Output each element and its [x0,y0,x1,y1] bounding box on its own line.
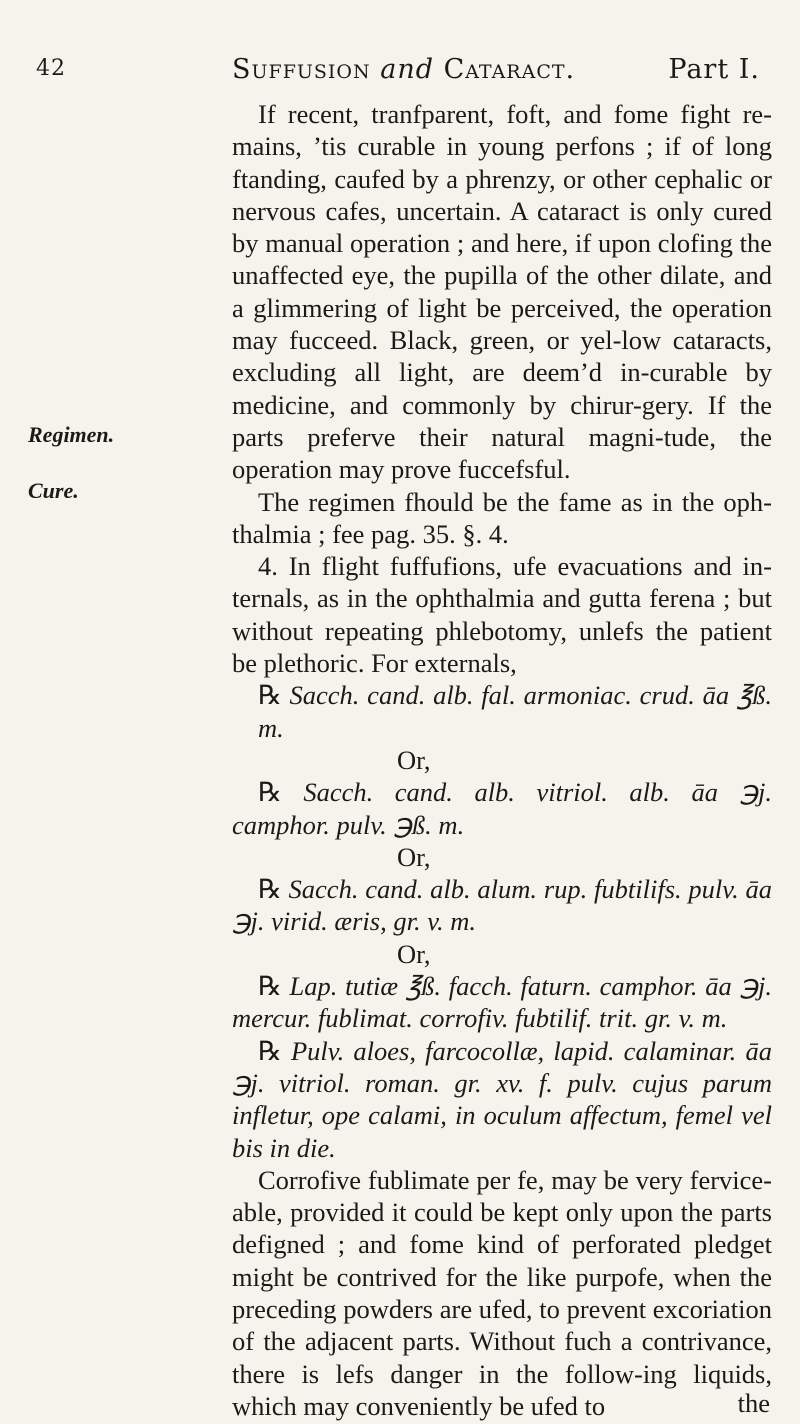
recipe-text: Sacch. cand. alb. vitriol. alb. āa ℈j. camphor. pulv. ℈ß. m. [232,777,772,840]
paragraph-corrosive-sublimate: Corrofive fublimate per fe, may be very fervice-able, provided it could be kept only upon the parts defigned ; and fome kind of perforated pledget might be contrived for the like purpofe, when the preceding powders are ufed, to prevent excoriation of the adjacent parts. Without fuch a contrivance, there is lefs danger in the follow-ing liquids, which may conveniently be ufed to [232,1164,772,1421]
recipe-3 [232,873,772,938]
paragraph-cure: 4. In flight fuffufions, ufe evacuations and in-ternals, as in the ophthalmia and gutta ferena ; but without repeating phlebotomy, unlefs the patient be plethoric. For externals, [232,551,772,679]
recipe-text: Pulv. aloes, farcocollæ, lapid. calaminar. āa ℈j. vitriol. roman. gr. xv. f. pulv. cujus parum infletur, ope calami, in oculum affectum, femel vel bis in die. [232,1035,773,1163]
recipe-5 [232,1035,772,1164]
page-number: 42 [36,56,66,81]
paragraph-prognosis: If recent, tranfparent, foft, and fome fight re-mains, ’tis curable in young perfons ; if of long ftanding, caufed by a phrenzy, or other cephalic or nervous cafes, uncertain. A cataract is only cured by manual operation ; and here, if upon clofing the unaffected eye, the pupilla of the other dilate, and a glimmering of light be perceived, the operation may fucceed. Black, green, or yel-low cataracts, excluding all light, are deem’d in-curable by medicine, and commonly by chirur-gery. If the parts preferve their natural magni-tude, the operation may prove fuccefsful. [232,99,772,485]
recipe-text: Sacch. cand. alb. fal. armoniac. crud. āa ℥ß. m. [258,680,773,743]
or-separator: Or, [397,841,431,872]
margin-note-regimen: Regimen. [28,422,115,447]
running-head-cataract: Cataract. [443,54,576,85]
or-separator: Or, [397,744,431,775]
recipe-2 [232,776,772,841]
recipe-symbol: ℞ [258,971,282,1002]
catchword: the [737,1388,770,1418]
running-head-part: Part I. [668,54,760,85]
recipe-1 [232,679,772,744]
recipe-4 [232,970,772,1035]
or-separator: Or, [397,938,431,969]
recipe-text: Lap. tutiæ ℥ß. facch. faturn. camphor. āa ℈j. mercur. fublimat. corrofiv. fubtilif. trit. gr. v. m. [232,971,773,1034]
main-text [232,98,772,1422]
recipe-text: Sacch. cand. alb. alum. rup. fubtilifs. pulv. āa ℈j. virid. æris, gr. v. m. [232,874,772,937]
recipe-symbol: ℞ [258,874,282,905]
running-head [232,54,760,85]
recipe-symbol: ℞ [258,680,282,711]
recipe-symbol: ℞ [258,1035,282,1066]
margin-note-cure: Cure. [28,478,79,503]
running-head-title: Suffusion [232,54,371,85]
recipe-symbol: ℞ [258,777,282,808]
paragraph-regimen: The regimen fhould be the fame as in the oph-thalmia ; fee pag. 35. §. 4. [232,486,772,549]
running-head-and: and [380,54,434,85]
